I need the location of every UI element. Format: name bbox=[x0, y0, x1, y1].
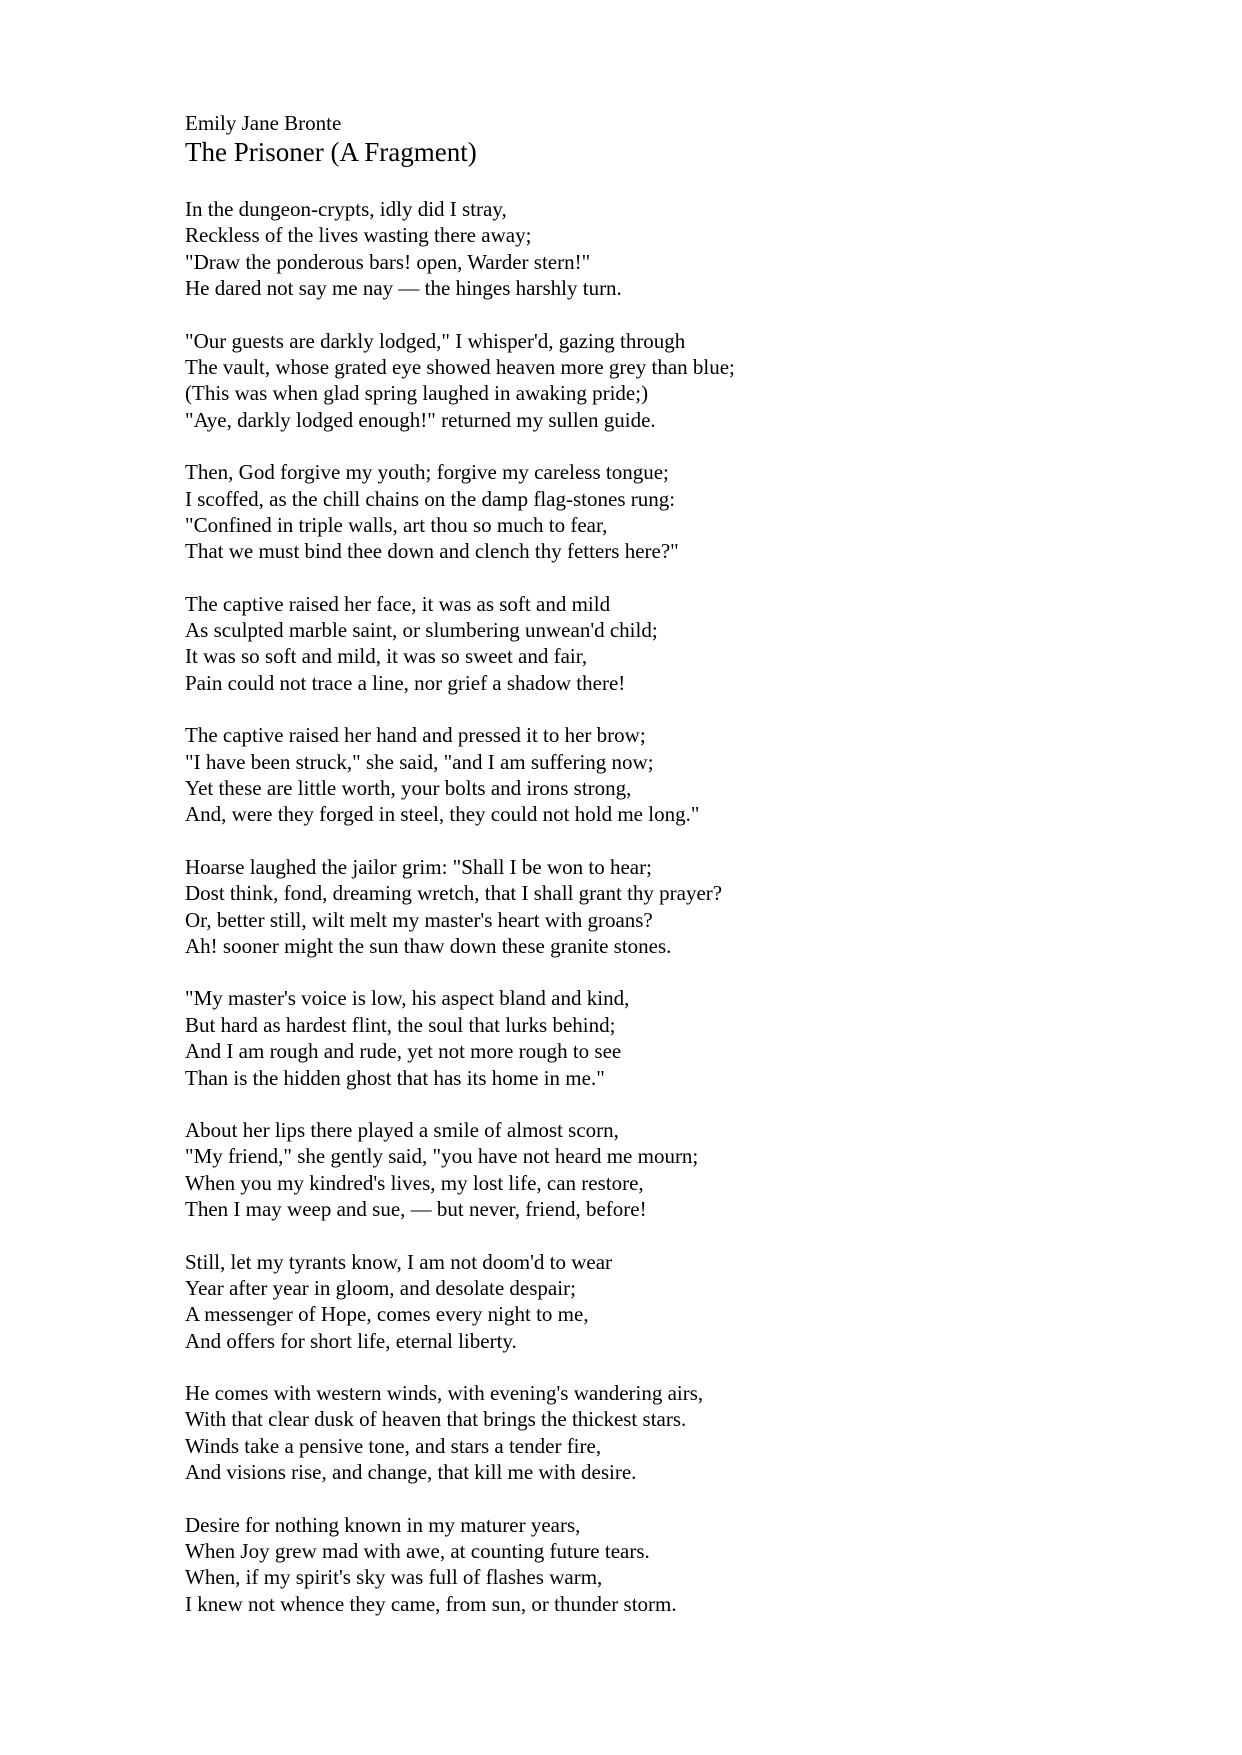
poem-line: In the dungeon-crypts, idly did I stray, bbox=[185, 197, 507, 221]
poem-line: I knew not whence they came, from sun, or thunder storm. bbox=[185, 1591, 677, 1616]
poem-line: And visions rise, and change, that kill me with desire. bbox=[185, 1460, 637, 1485]
poem-line: A messenger of Hope, comes every night to me, bbox=[185, 1302, 589, 1327]
poem-line: And offers for short life, eternal liberty. bbox=[185, 1328, 517, 1353]
document-page bbox=[185, 110, 1185, 1643]
poem-line: Pain could not trace a line, nor grief a shadow there! bbox=[185, 670, 626, 695]
poem-line: "Aye, darkly lodged enough!" returned my sullen guide. bbox=[185, 407, 656, 432]
stanza bbox=[185, 328, 1185, 434]
poem-line: "My friend," she gently said, "you have not heard me mourn; bbox=[185, 1144, 699, 1169]
poem-line: And I am rough and rude, yet not more rough to see bbox=[185, 1039, 622, 1064]
poem-line: About her lips there played a smile of almost scorn, bbox=[185, 1117, 619, 1142]
poem-line: Or, better still, wilt melt my master's heart with groans? bbox=[185, 907, 653, 932]
poem-line: As sculpted marble saint, or slumbering unwean'd child; bbox=[185, 618, 658, 643]
stanza bbox=[185, 591, 1185, 697]
stanza bbox=[185, 1117, 1185, 1223]
stanza bbox=[185, 1249, 1185, 1355]
poem-line: Desire for nothing known in my maturer years, bbox=[185, 1512, 581, 1537]
poem-line: Then I may weep and sue, — but never, friend, before! bbox=[185, 1197, 647, 1222]
poem-line: He comes with western winds, with evening's wandering airs, bbox=[185, 1381, 704, 1406]
poem-line: "Our guests are darkly lodged," I whisper'd, gazing through bbox=[185, 328, 686, 353]
poem-line: (This was when glad spring laughed in awaking pride;) bbox=[185, 381, 649, 406]
poem-body bbox=[185, 196, 1185, 1617]
poem-line: He dared not say me nay — the hinges harshly turn. bbox=[185, 276, 622, 301]
poem-line: Ah! sooner might the sun thaw down these granite stones. bbox=[185, 933, 672, 958]
poem-line: When Joy grew mad with awe, at counting future tears. bbox=[185, 1539, 650, 1564]
poem-line: When you my kindred's lives, my lost life, can restore, bbox=[185, 1170, 644, 1195]
stanza bbox=[185, 985, 1185, 1091]
stanza bbox=[185, 854, 1185, 960]
stanza bbox=[185, 1380, 1185, 1486]
poem-line: It was so soft and mild, it was so sweet and fair, bbox=[185, 644, 588, 669]
poem-line: Yet these are little worth, your bolts and irons strong, bbox=[185, 776, 632, 801]
poem-line: That we must bind thee down and clench thy fetters here?" bbox=[185, 539, 679, 564]
poem-line: The captive raised her hand and pressed it to her brow; bbox=[185, 723, 646, 748]
author-name: Emily Jane Bronte bbox=[185, 111, 342, 135]
poem-line: Year after year in gloom, and desolate despair; bbox=[185, 1275, 576, 1300]
stanza bbox=[185, 1512, 1185, 1618]
poem-line: Reckless of the lives wasting there away; bbox=[185, 223, 532, 248]
poem-line: Then, God forgive my youth; forgive my careless tongue; bbox=[185, 460, 669, 485]
poem-title: The Prisoner (A Fragment) bbox=[185, 137, 477, 167]
poem-line: "I have been struck," she said, "and I am suffering now; bbox=[185, 749, 654, 774]
poem-line: Than is the hidden ghost that has its home in me." bbox=[185, 1065, 605, 1090]
poem-line: The vault, whose grated eye showed heaven more grey than blue; bbox=[185, 354, 735, 379]
poem-line: Winds take a pensive tone, and stars a tender fire, bbox=[185, 1433, 602, 1458]
poem-line: "Draw the ponderous bars! open, Warder stern!" bbox=[185, 249, 591, 274]
poem-line: Still, let my tyrants know, I am not doom'd to wear bbox=[185, 1249, 613, 1274]
poem-line: "Confined in triple walls, art thou so much to fear, bbox=[185, 512, 608, 537]
poem-line: But hard as hardest flint, the soul that lurks behind; bbox=[185, 1012, 616, 1037]
poem-line: Hoarse laughed the jailor grim: "Shall I be won to hear; bbox=[185, 854, 652, 879]
stanza bbox=[185, 722, 1185, 828]
poem-line: I scoffed, as the chill chains on the damp flag-stones rung: bbox=[185, 486, 676, 511]
poem-line: With that clear dusk of heaven that brings the thickest stars. bbox=[185, 1407, 687, 1432]
stanza bbox=[185, 196, 1185, 302]
stanza bbox=[185, 459, 1185, 565]
poem-line: And, were they forged in steel, they could not hold me long." bbox=[185, 802, 700, 827]
poem-line: When, if my spirit's sky was full of flashes warm, bbox=[185, 1565, 603, 1590]
poem-line: The captive raised her face, it was as soft and mild bbox=[185, 591, 611, 616]
poem-line: "My master's voice is low, his aspect bland and kind, bbox=[185, 986, 630, 1011]
poem-line: Dost think, fond, dreaming wretch, that I shall grant thy prayer? bbox=[185, 881, 723, 906]
